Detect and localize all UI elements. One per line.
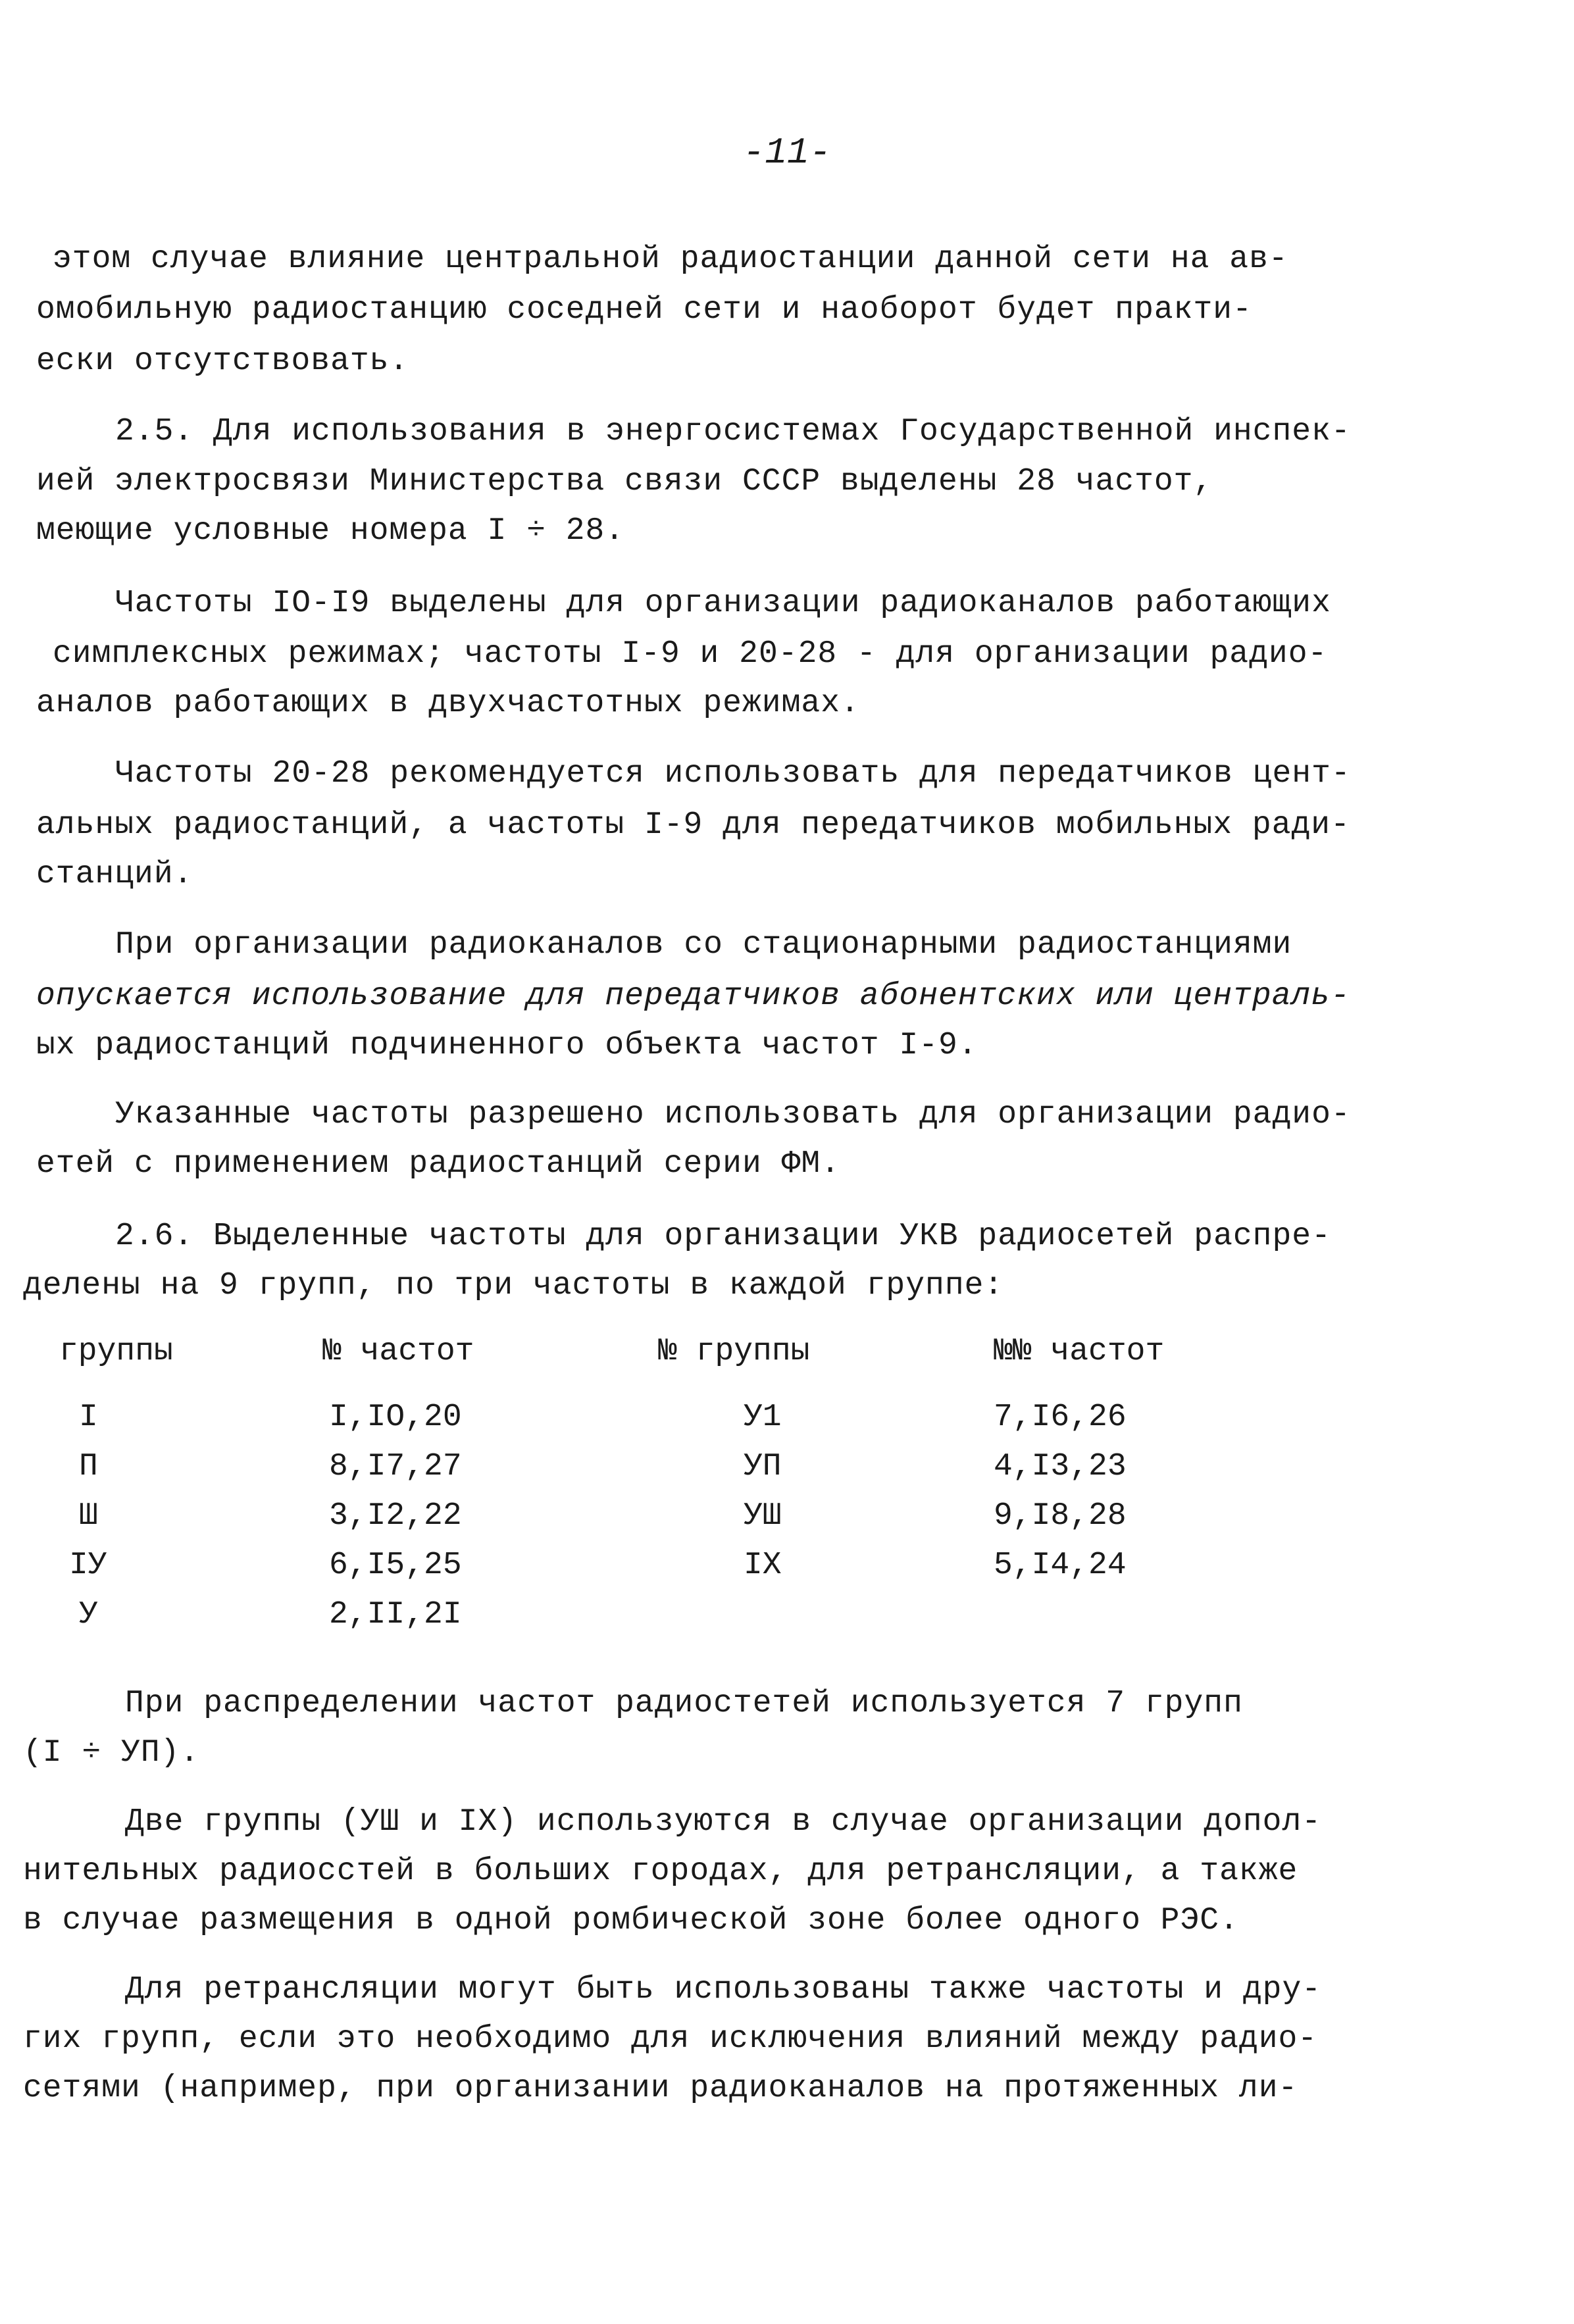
group-frequencies: I,IO,20 [329, 1400, 462, 1435]
group-frequencies: 8,I7,27 [329, 1449, 462, 1484]
text-line: Для ретрансляции могут быть использованы также частоты и дру- [125, 1972, 1322, 2008]
text-line: альных радиостанций, а частоты I-9 для передатчиков мобильных ради- [36, 807, 1350, 843]
text-line: Частоты 20-28 рекомендуется использовать для передатчиков цент- [115, 756, 1351, 792]
table-header: № частот [322, 1334, 474, 1369]
group-number: IУ [69, 1548, 107, 1583]
text-line: опускается использование для передатчиков абонентских или централь- [36, 978, 1350, 1014]
group-frequencies: 6,I5,25 [329, 1548, 462, 1583]
text-line: Указанные частоты разрешено использовать для организации радио- [115, 1097, 1351, 1132]
group-number: У1 [744, 1400, 782, 1435]
text-line: 2.5. Для использования в энергосистемах Государственной инспек- [115, 414, 1351, 449]
group-number: У [79, 1597, 98, 1632]
table-header: №№ частот [994, 1334, 1165, 1369]
text-line: Две группы (УШ и IX) используются в случае организации допол- [125, 1804, 1322, 1840]
group-number: УШ [744, 1498, 782, 1534]
text-line: омобильную радиостанцию соседней сети и наоборот будет практи- [36, 292, 1252, 328]
text-line: в случае размещения в одной ромбической зоне более одного РЭС. [23, 1903, 1239, 1938]
text-line: гих групп, если это необходимо для исключения влияний между радио- [23, 2021, 1318, 2057]
text-line: ых радиостанций подчиненного объекта частот I-9. [36, 1028, 978, 1063]
text-line: симплексных режимах; частоты I-9 и 20-28 - для организации радио- [53, 636, 1328, 672]
group-frequencies: 7,I6,26 [994, 1400, 1127, 1435]
text-line: сетями (например, при организании радиоканалов на протяженных ли- [23, 2071, 1298, 2106]
group-number: Ш [79, 1498, 98, 1534]
group-number: П [79, 1449, 98, 1484]
text-line: 2.6. Выделенные частоты для организации УКВ радиосетей распре- [115, 1219, 1331, 1254]
group-frequencies: 3,I2,22 [329, 1498, 462, 1534]
text-line: делены на 9 групп, по три частоты в каждой группе: [23, 1268, 1004, 1303]
text-line: Частоты IO-I9 выделены для организации радиоканалов работающих [115, 586, 1331, 621]
text-line: При организации радиоканалов со стационарными радиостанциями [115, 927, 1292, 963]
table-header: № группы [658, 1334, 810, 1369]
text-line: ески отсутствовать. [36, 343, 409, 379]
group-frequencies: 4,I3,23 [994, 1449, 1127, 1484]
text-line: меющие условные номера I ÷ 28. [36, 513, 625, 549]
text-line: этом случае влияние центральной радиостанции данной сети на ав- [53, 241, 1288, 277]
page-number: -11- [742, 132, 832, 174]
text-line: етей с применением радиостанций серии ФМ. [36, 1146, 840, 1182]
text-line: аналов работающих в двухчастотных режимах. [36, 686, 860, 721]
text-line: При распределении частот радиостетей используется 7 групп [125, 1686, 1243, 1721]
group-number: IX [744, 1548, 782, 1583]
text-line: ией электросвязи Министерства связи СССР выделены 28 частот, [36, 464, 1213, 499]
group-frequencies: 5,I4,24 [994, 1548, 1127, 1583]
table-header: группы [59, 1334, 173, 1369]
text-line: нительных радиосстей в больших городах, для ретрансляции, а также [23, 1854, 1298, 1889]
group-frequencies: 2,II,2I [329, 1597, 462, 1632]
group-number: I [79, 1400, 98, 1435]
text-line: (I ÷ УП). [23, 1735, 200, 1771]
text-line: станций. [36, 857, 193, 892]
group-number: УП [744, 1449, 782, 1484]
group-frequencies: 9,I8,28 [994, 1498, 1127, 1534]
